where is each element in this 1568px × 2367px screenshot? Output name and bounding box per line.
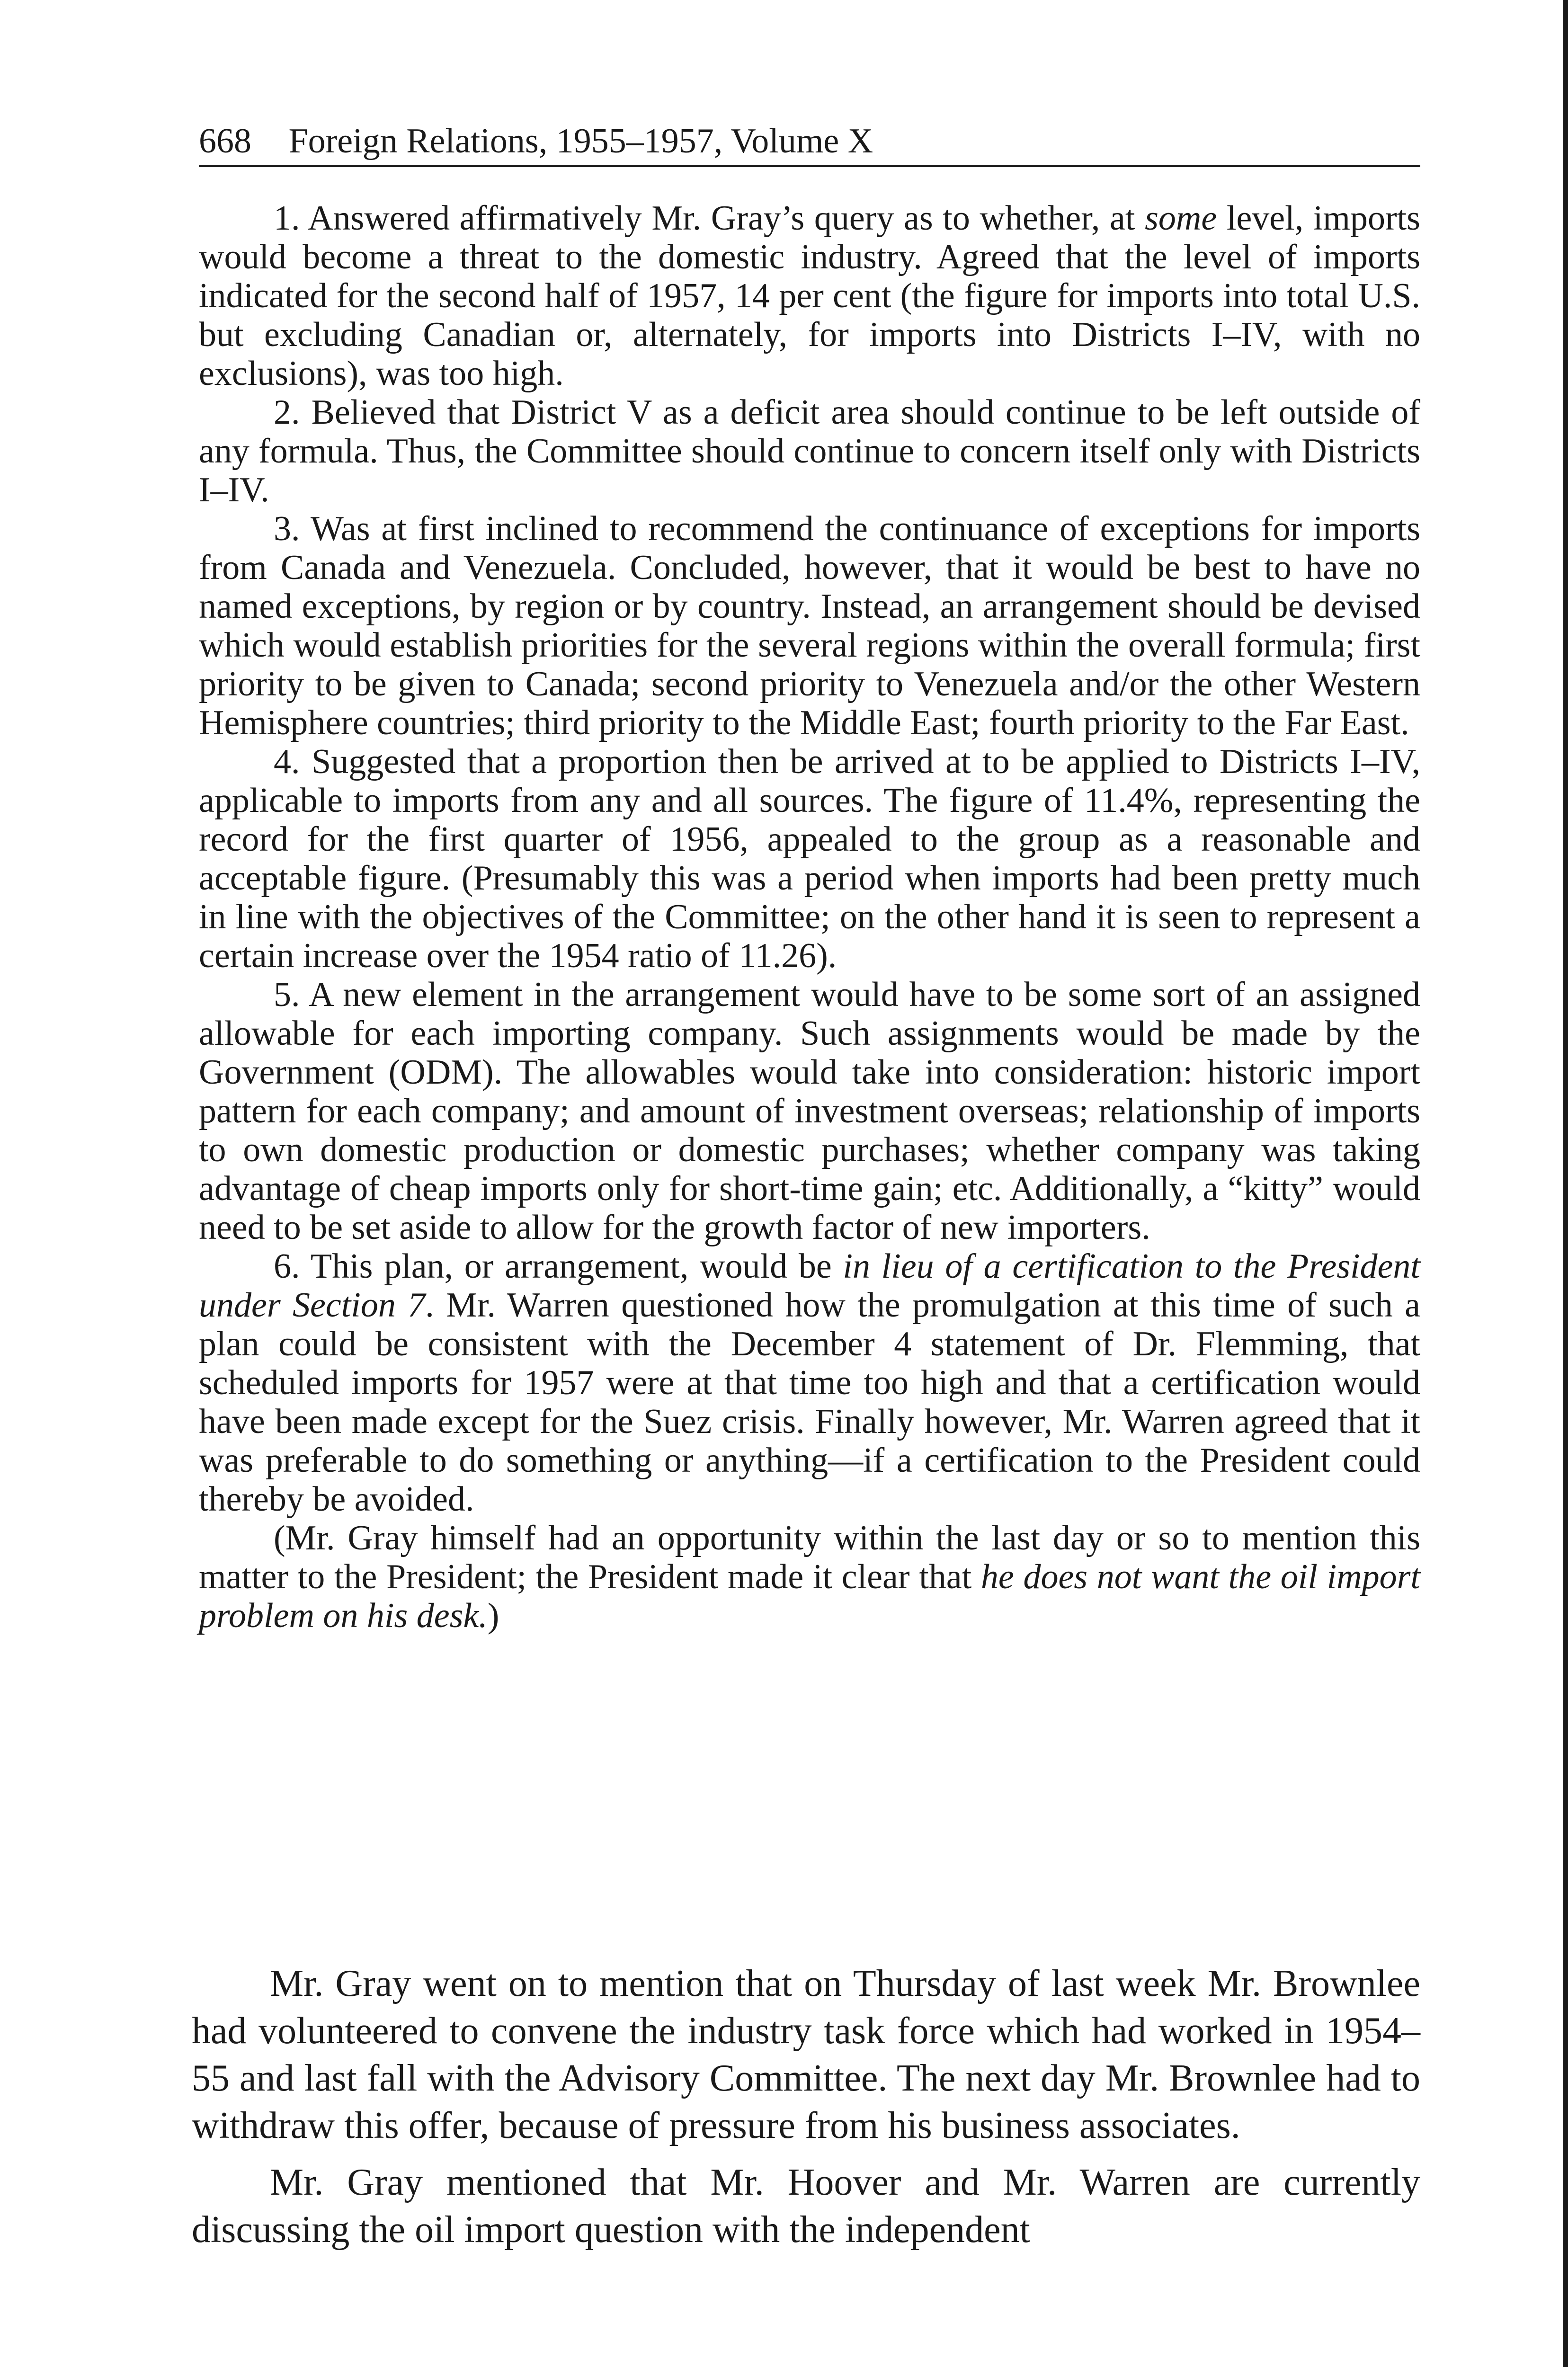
parenthetical-lead: (Mr. Gray himself had an opportunity within the last day or so to mention this matter to the President; the President made it clear that [199,1519,1420,1596]
point-1-rest: level, imports would become a threat to the domestic industry. Agreed that the level of imports indicated for the second half of 1957, 14 per cent (the figure for imports into total U.S. but excluding Canadian or, alternately, for imports into Districts I–IV, with no exclusions), was too high. [199,199,1420,393]
point-4: 4. Suggested that a proportion then be arrived at to be applied to Districts I–IV, applicable to imports from any and all sources. The figure of 11.4%, representing the record for the first quarter of 1956, appealed to the group as a reasonable and acceptable figure. (Presumably this was a period when imports had been pretty much in line with the objectives of the Committee; on the other hand it is seen to represent a certain increase over the 1954 ratio of 11.26). [199,742,1420,975]
running-header [199,117,1420,167]
point-6-emphasis: in lieu of a certification to the President under Section 7 [199,1247,1420,1325]
point-1-lead: 1. Answered affirmatively Mr. Gray’s query as to whether, at [274,199,1145,238]
point-5: 5. A new element in the arrangement would have to be some sort of an assigned allowable for each importing company. Such assignments would be made by the Government (ODM). The allowables would take into consideration: historic import pattern for each company; and amount of investment overseas; relationship of imports to own domestic production or domestic purchases; whether company was taking advantage of cheap imports only for short-time gain; etc. Additionally, a “kitty” would need to be set aside to allow for the growth factor of new importers. [199,975,1420,1247]
point-6-lead: 6. This plan, or arrangement, would be [274,1247,843,1286]
point-3: 3. Was at first inclined to recommend the continuance of exceptions for imports from Canada and Venezuela. Concluded, however, that it would be best to have no named exceptions, by region or by country. Instead, an arrangement should be devised which would establish priorities for the several regions within the overall formula; first priority to be given to Canada; second priority to Venezuela and/or the other Western Hemisphere countries; third priority to the Middle East; fourth priority to the Far East. [199,509,1420,742]
point-1-emphasis: some [1145,199,1217,238]
parenthetical-rest: ) [487,1596,499,1635]
numbered-points [199,199,1420,1635]
body-text [192,1960,1420,2263]
parenthetical-emphasis: he does not want the oil import problem on his desk. [199,1557,1420,1635]
point-2: 2. Believed that District V as a deficit area should continue to be left outside of any formula. Thus, the Committee should continue to concern itself only with Districts I–IV. [199,393,1420,509]
page-edge-shadow [1563,0,1568,2367]
parenthetical-note [199,1519,1420,1635]
page-number: 668 [199,122,251,160]
point-6-rest: . Mr. Warren questioned how the promulgation at this time of such a plan could be consistent with the December 4 statement of Dr. Flemming, that scheduled imports for 1957 were at that time too high and that a certification would have been made except for the Suez crisis. Finally however, Mr. Warren agreed that it was preferable to do something or anything—if a certification to the President could thereby be avoided. [199,1286,1420,1519]
point-6 [199,1247,1420,1519]
body-paragraph-2: Mr. Gray mentioned that Mr. Hoover and Mr. Warren are currently discussing the oil import question with the independent [192,2162,1420,2251]
body-paragraph-1: Mr. Gray went on to mention that on Thursday of last week Mr. Brownlee had volunteered to convene the industry task force which had worked in 1954–55 and last fall with the Advisory Committee. The next day Mr. Brownlee had to withdraw this offer, because of pressure from his business associates. [192,1963,1420,2146]
running-title: Foreign Relations, 1955–1957, Volume X [288,122,873,160]
point-1 [199,199,1420,393]
